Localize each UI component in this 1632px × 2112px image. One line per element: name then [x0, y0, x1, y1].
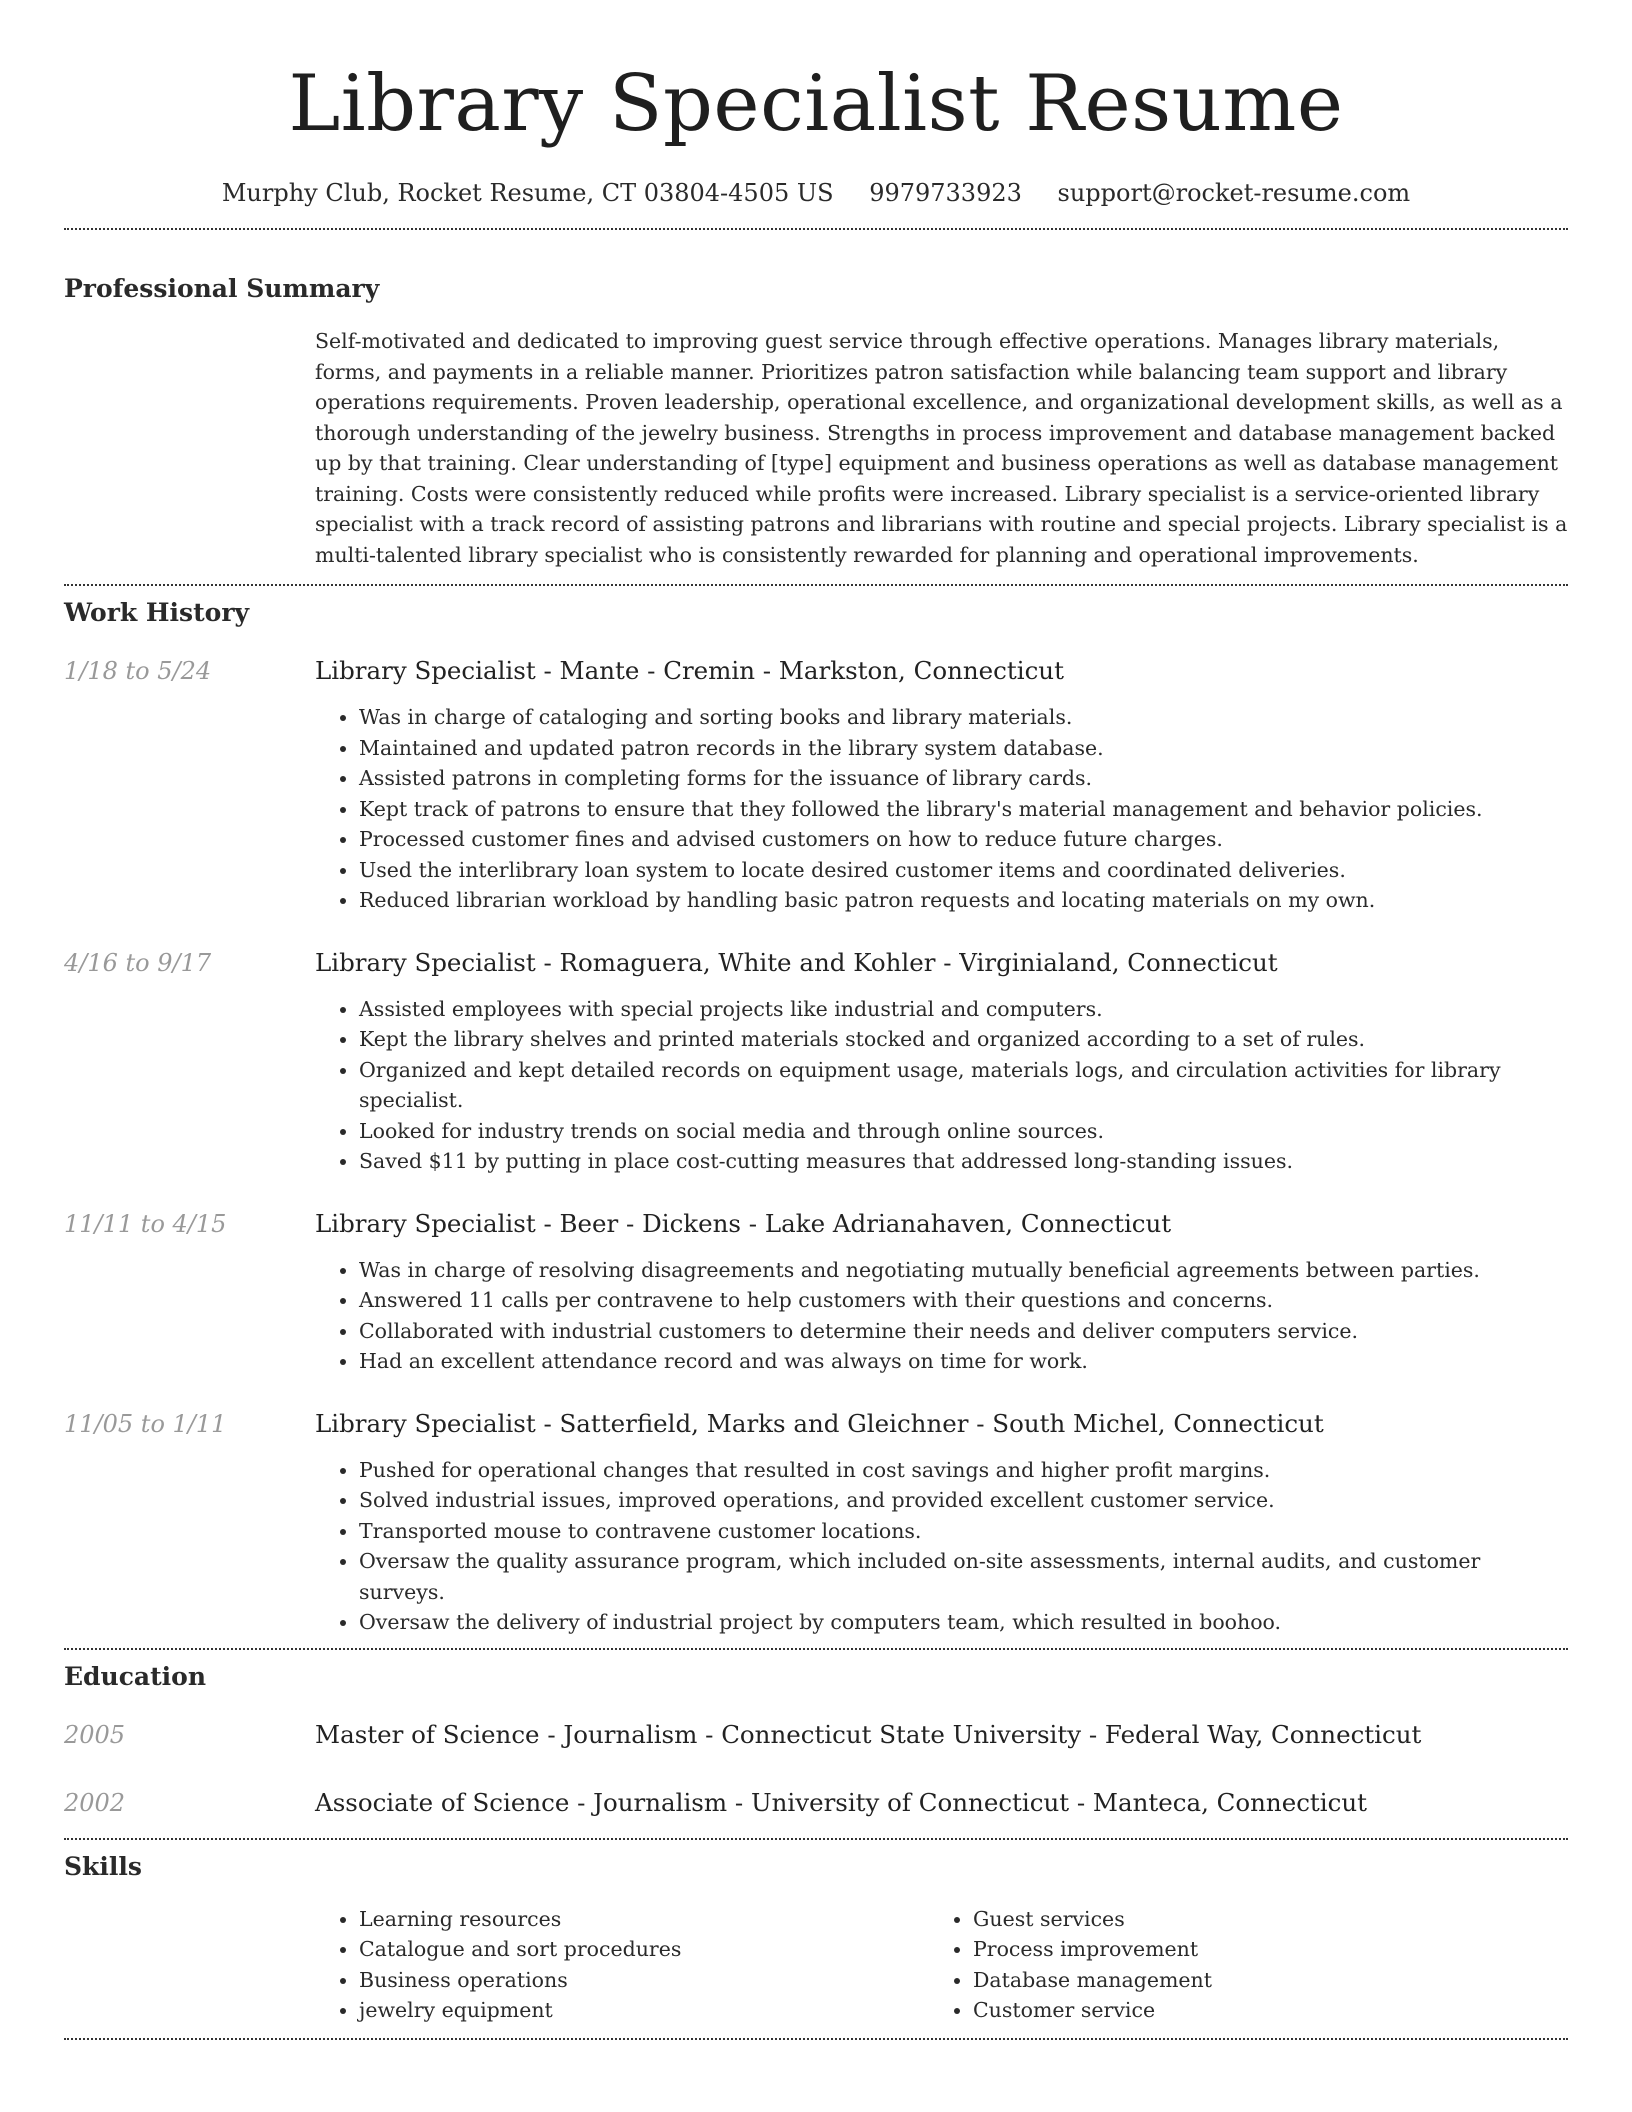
- contact-address: Murphy Club, Rocket Resume, CT 03804-4505 US: [221, 179, 834, 207]
- contact-phone: 9979733923: [869, 179, 1022, 207]
- skills-heading: Skills: [64, 1851, 142, 1881]
- divider: [64, 1838, 1568, 1840]
- job-bullet: • Organized and kept detailed records on equipment usage, materials logs, and circulation activities for library specialist.: [359, 1055, 1568, 1116]
- job-title: Library Specialist - Romaguera, White and Kohler - Virginialand, Connecticut: [315, 947, 1278, 977]
- divider: [64, 228, 1568, 230]
- contact-email: support@rocket-resume.com: [1057, 179, 1411, 207]
- education-entry: [64, 1718, 1568, 1752]
- summary-heading: Professional Summary: [64, 274, 380, 303]
- divider: [64, 1648, 1568, 1650]
- job-bullet: • Used the interlibrary loan system to locate desired customer items and coordinated deliveries.: [359, 855, 1568, 886]
- job-bullets: [315, 702, 1568, 916]
- skill-item: • Catalogue and sort procedures: [359, 1934, 929, 1965]
- job-bullet: • Kept track of patrons to ensure that they followed the library's material management and behavior policies.: [359, 794, 1568, 825]
- job-dates: 11/05 to 1/11: [64, 1409, 227, 1438]
- job-bullet: • Kept the library shelves and printed materials stocked and organized according to a set of rules.: [359, 1024, 1568, 1055]
- job-title: Library Specialist - Beer - Dickens - Lake Adrianahaven, Connecticut: [315, 1208, 1172, 1238]
- job-dates: 4/16 to 9/17: [64, 948, 212, 977]
- education-year: 2002: [64, 1788, 126, 1817]
- divider: [64, 584, 1568, 586]
- job-dates: 1/18 to 5/24: [64, 657, 212, 685]
- job-entry: [64, 946, 1568, 1177]
- education-heading: Education: [64, 1661, 207, 1691]
- education-year: 2005: [64, 1720, 126, 1749]
- job-bullet: • Processed customer fines and advised customers on how to reduce future charges.: [359, 824, 1568, 855]
- skills-list-right: [929, 1904, 1543, 2026]
- skill-item: • jewelry equipment: [359, 1995, 929, 2026]
- job-bullet: • Assisted patrons in completing forms for the issuance of library cards.: [359, 763, 1568, 794]
- skills-list-left: [315, 1904, 929, 2026]
- job-bullet: • Was in charge of resolving disagreements and negotiating mutually beneficial agreements between parties.: [359, 1255, 1568, 1286]
- job-bullet: • Had an excellent attendance record and was always on time for work.: [359, 1346, 1568, 1377]
- contact-line: [64, 176, 1568, 210]
- job-bullet: • Answered 11 calls per contravene to help customers with their questions and concerns.: [359, 1285, 1568, 1316]
- job-entry: [64, 1407, 1568, 1638]
- job-bullet: • Pushed for operational changes that resulted in cost savings and higher profit margins.: [359, 1455, 1568, 1486]
- skill-item: • Learning resources: [359, 1904, 929, 1935]
- education-degree: Master of Science - Journalism - Connecticut State University - Federal Way, Connecticut: [315, 1719, 1422, 1749]
- job-bullet: • Solved industrial issues, improved operations, and provided excellent customer service.: [359, 1485, 1568, 1516]
- job-body: [315, 946, 1568, 1177]
- job-bullet: • Transported mouse to contravene customer locations.: [359, 1516, 1568, 1547]
- job-bullets: [315, 994, 1568, 1177]
- job-bullets: [315, 1255, 1568, 1377]
- skills-columns: [315, 1904, 1568, 2026]
- job-bullet: • Was in charge of cataloging and sorting books and library materials.: [359, 702, 1568, 733]
- job-bullet: • Collaborated with industrial customers to determine their needs and deliver computers service.: [359, 1316, 1568, 1347]
- job-title: Library Specialist - Mante - Cremin - Markston, Connecticut: [315, 656, 1064, 685]
- summary-row: [64, 326, 1568, 570]
- resume-title: Library Specialist Resume: [288, 59, 1344, 149]
- job-bullet: • Oversaw the delivery of industrial project by computers team, which resulted in boohoo.: [359, 1607, 1568, 1638]
- skill-item: • Customer service: [973, 1995, 1543, 2026]
- job-dates: 11/11 to 4/15: [64, 1209, 227, 1238]
- job-bullet: • Reduced librarian workload by handling basic patron requests and locating materials on my own.: [359, 885, 1568, 916]
- skill-item: • Guest services: [973, 1904, 1543, 1935]
- job-body: [315, 1407, 1568, 1638]
- skill-item: • Database management: [973, 1965, 1543, 1996]
- job-bullet: • Oversaw the quality assurance program, which included on-site assessments, internal audits, and customer surveys.: [359, 1546, 1568, 1607]
- job-bullets: [315, 1455, 1568, 1638]
- skill-item: • Business operations: [359, 1965, 929, 1996]
- work-heading: Work History: [64, 598, 250, 627]
- skill-item: • Process improvement: [973, 1934, 1543, 1965]
- education-entry: [64, 1786, 1568, 1820]
- job-bullet: • Assisted employees with special projects like industrial and computers.: [359, 994, 1568, 1025]
- job-body: [315, 1207, 1568, 1377]
- job-entry: [64, 1207, 1568, 1377]
- job-bullet: • Maintained and updated patron records in the library system database.: [359, 733, 1568, 764]
- job-entry: [64, 654, 1568, 916]
- job-body: [315, 654, 1568, 916]
- divider: [64, 2038, 1568, 2040]
- job-bullet: • Looked for industry trends on social media and through online sources.: [359, 1116, 1568, 1147]
- skills-row: [64, 1904, 1568, 2026]
- job-bullet: • Saved $11 by putting in place cost-cutting measures that addressed long-standing issues.: [359, 1146, 1568, 1177]
- summary-text: Self-motivated and dedicated to improving guest service through effective operations. Manages library materials, forms, and payments in a reliable manner. Prioritizes patron satisfaction while balancing team support and library operations requirements. Proven leadership, operational excellence, and organizational development skills, as well as a thorough understanding of the jewelry business. Strengths in process improvement and database management backed up by that training. Clear understanding of [type] equipment and business operations as well as database management training. Costs were consistently reduced while profits were increased. Library specialist is a service-oriented library specialist with a track record of assisting patrons and librarians with routine and special projects. Library specialist is a multi-talented library specialist who is consistently rewarded for planning and operational improvements.: [315, 329, 1568, 567]
- job-title: Library Specialist - Satterfield, Marks and Gleichner - South Michel, Connecticut: [315, 1408, 1324, 1438]
- education-degree: Associate of Science - Journalism - University of Connecticut - Manteca, Connecticut: [315, 1787, 1367, 1817]
